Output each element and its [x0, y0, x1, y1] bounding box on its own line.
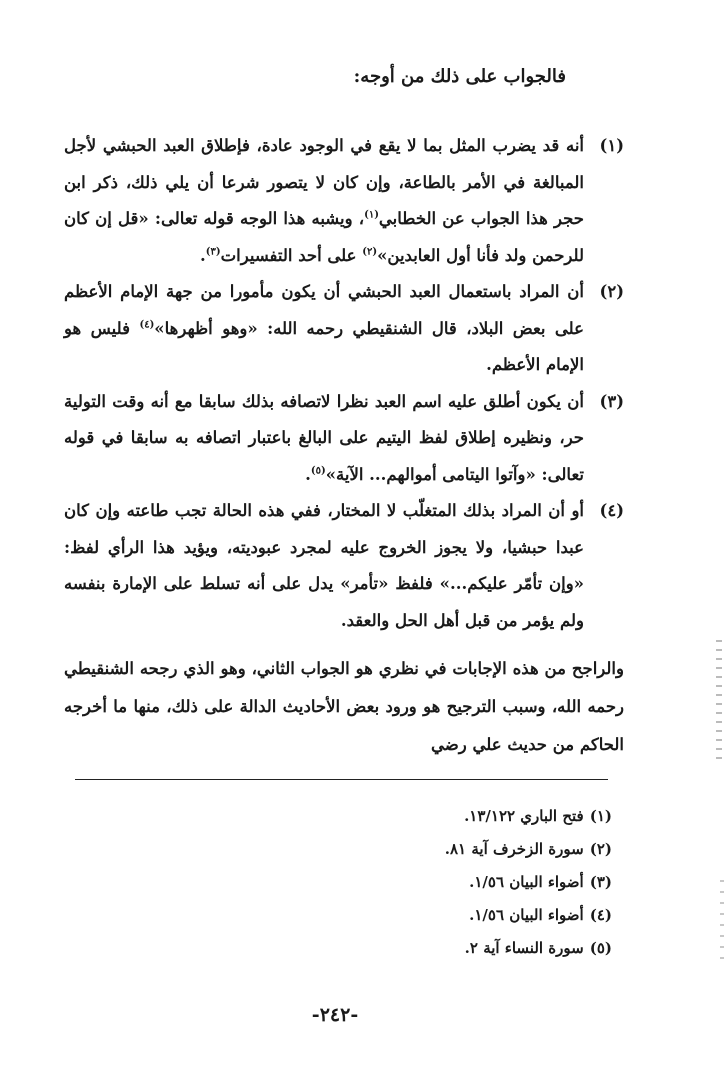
- footnote-text: سورة النساء آية ٢.: [464, 939, 584, 957]
- answer-text: على أحد التفسيرات: [220, 245, 363, 265]
- footnote-text: سورة الزخرف آية ٨١.: [444, 840, 584, 858]
- footnote-divider: [75, 779, 608, 780]
- footnote-text: فتح الباري ١٣/١٢٢.: [464, 807, 584, 825]
- answer-1: [64, 128, 624, 274]
- page-number: -٢٤٢-: [311, 1004, 359, 1026]
- answers-list: [64, 128, 624, 639]
- answer-text: أن يكون أطلق عليه اسم العبد نظرا لاتصافه بذلك سابقا مع أنه وقت التولية حر، ونظيره إطلاق لفظ اليتيم على البالغ باعتبار اتصافه به سابقا في قوله تعالى: «وآتوا اليتامى أموالهم... الآية»: [64, 391, 584, 484]
- answer-text: .: [305, 464, 311, 484]
- intro-line: فالجواب على ذلك من أوجه:: [353, 66, 566, 87]
- answer-4: [64, 493, 624, 639]
- answer-text: ، ويشبه هذا الوجه قوله تعالى: «قل إن كان للرحمن ولد فأنا أول العابدين»: [64, 209, 584, 265]
- answer-number: (٤): [599, 501, 624, 520]
- answer-number: (٢): [599, 282, 624, 301]
- footnote-ref: (٢): [362, 246, 378, 257]
- footnote-number: (٢): [589, 840, 612, 858]
- footnote-3: [252, 866, 612, 899]
- footnote-text: أضواء البيان ١/٥٦.: [469, 873, 584, 891]
- answer-number: (١): [599, 136, 624, 155]
- scan-edge-marks: [716, 640, 722, 760]
- footnote-text: أضواء البيان ١/٥٦.: [469, 906, 584, 924]
- footnote-number: (٣): [589, 873, 612, 891]
- answer-text: .: [200, 245, 206, 265]
- footnote-5: [252, 932, 612, 965]
- answer-text: أنه قد يضرب المثل بما لا يقع في الوجود عادة، فإطلاق العبد الحبشي لأجل المبالغة في الأمر بالطاعة، وإن كان لا يتصور شرعا أن يلي ذلك، ذكر ابن حجر هذا الجواب عن الخطابي: [64, 136, 584, 228]
- footnote-2: [252, 833, 612, 866]
- footnote-1: [252, 800, 612, 833]
- footnote-ref: (٤): [139, 319, 155, 330]
- footnote-number: (١): [589, 807, 612, 825]
- footnote-number: (٤): [589, 906, 612, 924]
- footnote-ref: (٥): [310, 465, 326, 476]
- conclusion-paragraph: والراجح من هذه الإجابات في نظري هو الجواب الثاني، وهو الذي رجحه الشنقيطي رحمه الله، وسبب الترجيح هو ورود بعض الأحاديث الدالة على ذلك، منها ما أخرجه الحاكم من حديث علي رضي: [64, 659, 624, 754]
- answer-3: [64, 384, 624, 494]
- answer-text: فليس هو الإمام الأعظم.: [64, 318, 584, 374]
- footnote-number: (٥): [589, 939, 612, 957]
- scan-edge-marks: [720, 880, 724, 960]
- footnotes: [252, 800, 612, 965]
- footnote-ref: (١): [364, 209, 379, 221]
- footnote-ref: (٣): [205, 246, 221, 257]
- answer-number: (٣): [599, 391, 624, 411]
- answer-text: أو أن المراد بذلك المتغلّب لا المختار، ففي هذه الحالة تجب طاعته وإن كان عبدا حبشيا، ولا يجوز الخروج عليه لمجرد عبوديته، ويؤيد هذا الرأي لفظ: «وإن تأمّر عليكم...» فلفظ «تأمر» يدل على أنه تسلط على الإمارة بنفسه ولم يؤمر من قبل أهل الحل والعقد.: [64, 501, 584, 630]
- footnote-4: [252, 899, 612, 932]
- answer-text: أن المراد باستعمال العبد الحبشي أن يكون مأمورا من جهة الإمام الأعظم على بعض البلاد، قال الشنقيطي رحمه الله: «وهو أظهرها»: [64, 282, 584, 338]
- answer-2: [64, 274, 624, 384]
